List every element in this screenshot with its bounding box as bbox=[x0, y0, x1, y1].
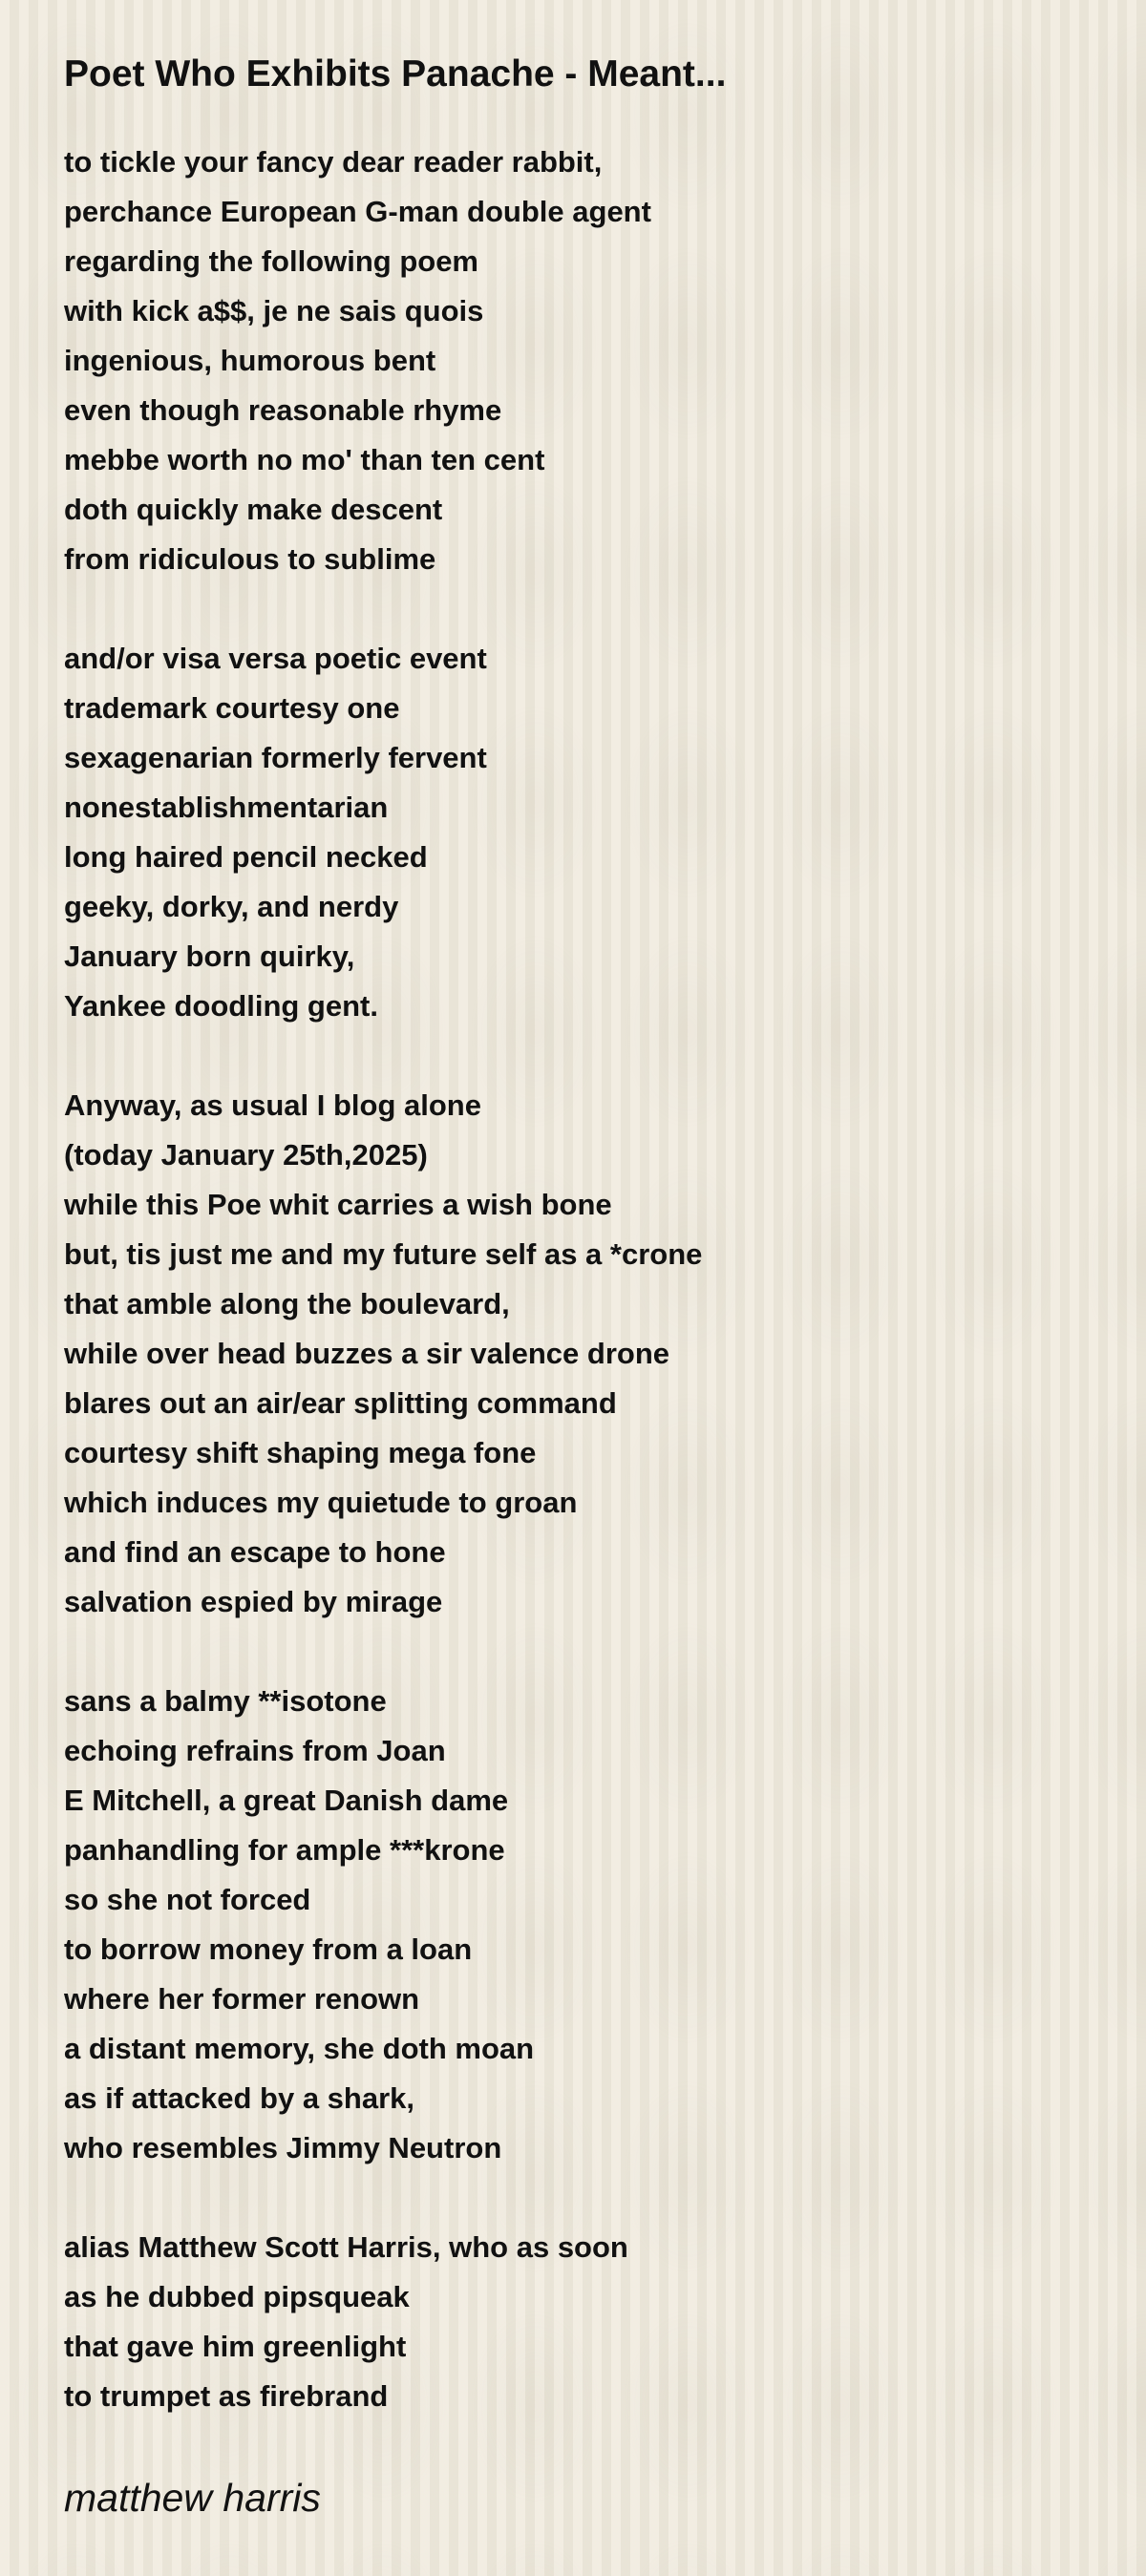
poem-line: ingenious, humorous bent bbox=[64, 344, 436, 377]
poem-line: perchance European G-man double agent bbox=[64, 195, 651, 228]
poem-line: courtesy shift shaping mega fone bbox=[64, 1436, 537, 1469]
poem-line: but, tis just me and my future self as a *crone bbox=[64, 1237, 703, 1271]
poem-line: with kick a$$, je ne sais quois bbox=[64, 294, 484, 327]
poem-line: and/or visa versa poetic event bbox=[64, 642, 487, 675]
poem-line: a distant memory, she doth moan bbox=[64, 2032, 535, 2065]
poem-line: January born quirky, bbox=[64, 940, 355, 973]
poem-line: who resembles Jimmy Neutron bbox=[64, 2131, 502, 2164]
poem-line: while over head buzzes a sir valence drone bbox=[64, 1337, 670, 1370]
poem-line: even though reasonable rhyme bbox=[64, 393, 502, 427]
poem-line: to trumpet as firebrand bbox=[64, 2379, 389, 2413]
stanza-3 bbox=[64, 1081, 1108, 1627]
poem-line: where her former renown bbox=[64, 1982, 420, 2016]
poem-line: mebbe worth no mo' than ten cent bbox=[64, 443, 545, 476]
poem-line: as if attacked by a shark, bbox=[64, 2081, 415, 2115]
poem-line: sans a balmy **isotone bbox=[64, 1684, 387, 1718]
poem-line: panhandling for ample ***krone bbox=[64, 1833, 505, 1867]
poem-line: to tickle your fancy dear reader rabbit, bbox=[64, 145, 603, 179]
poem-line: from ridiculous to sublime bbox=[64, 542, 436, 576]
poem-line: echoing refrains from Joan bbox=[64, 1734, 446, 1767]
stanza-1 bbox=[64, 137, 1108, 584]
poem-line: salvation espied by mirage bbox=[64, 1585, 443, 1618]
poem-line: Anyway, as usual I blog alone bbox=[64, 1088, 481, 1122]
stanza-2 bbox=[64, 634, 1108, 1031]
poem-line: alias Matthew Scott Harris, who as soon bbox=[64, 2230, 628, 2264]
poem-line: as he dubbed pipsqueak bbox=[64, 2280, 410, 2313]
poem-line: to borrow money from a loan bbox=[64, 1932, 473, 1966]
stanza-4 bbox=[64, 1677, 1108, 2173]
poem-line: Yankee doodling gent. bbox=[64, 989, 378, 1023]
poem-line: (today January 25th,2025) bbox=[64, 1138, 428, 1172]
poem-line: so she not forced bbox=[64, 1883, 311, 1916]
poem-line: blares out an air/ear splitting command bbox=[64, 1386, 617, 1420]
poem-line: nonestablishmentarian bbox=[64, 791, 389, 824]
poem-line: trademark courtesy one bbox=[64, 691, 400, 725]
poem-line: sexagenarian formerly fervent bbox=[64, 741, 487, 774]
poem-line: regarding the following poem bbox=[64, 244, 478, 278]
poem-line: long haired pencil necked bbox=[64, 840, 428, 874]
poem-line: which induces my quietude to groan bbox=[64, 1486, 578, 1519]
poem-page bbox=[64, 48, 1108, 2524]
poem-line: while this Poe whit carries a wish bone bbox=[64, 1188, 612, 1221]
poem-line: geeky, dorky, and nerdy bbox=[64, 890, 399, 923]
poem-line: that amble along the boulevard, bbox=[64, 1287, 510, 1320]
poem-title: Poet Who Exhibits Panache - Meant... bbox=[64, 53, 727, 95]
poem-line: that gave him greenlight bbox=[64, 2330, 407, 2363]
poem-line: E Mitchell, a great Danish dame bbox=[64, 1784, 509, 1817]
poem-line: doth quickly make descent bbox=[64, 493, 443, 526]
poem-line: and find an escape to hone bbox=[64, 1535, 446, 1569]
stanza-5 bbox=[64, 2223, 1108, 2421]
author-signature: matthew harris bbox=[64, 2476, 321, 2520]
